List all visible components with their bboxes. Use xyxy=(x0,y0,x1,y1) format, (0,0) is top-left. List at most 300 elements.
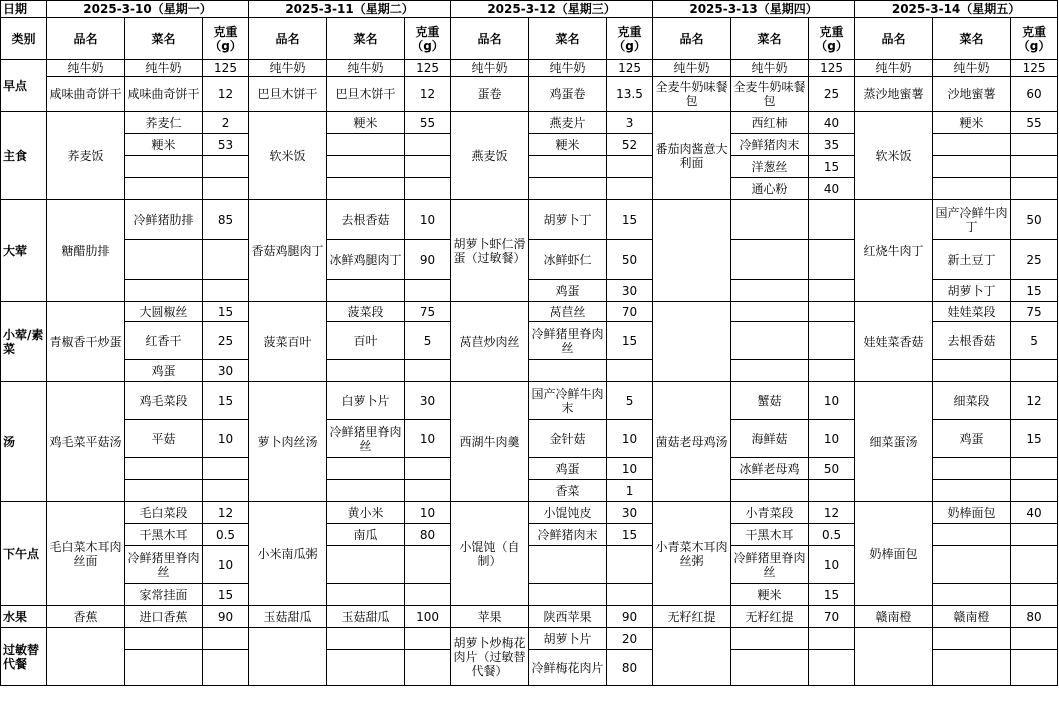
category-cell: 大荤 xyxy=(1,200,47,302)
day-header: 2025-3-11（星期二） xyxy=(249,1,451,18)
empty-cell xyxy=(249,628,327,686)
empty-cell xyxy=(405,134,451,156)
weight-cell: 15 xyxy=(809,156,855,178)
dish-name-cell: 鸡毛菜平菇汤 xyxy=(47,382,125,502)
empty-cell xyxy=(327,134,405,156)
empty-cell xyxy=(607,584,653,606)
ingredient-cell: 冷鲜猪里脊肉丝 xyxy=(731,546,809,584)
empty-cell xyxy=(731,302,809,322)
dish-name-cell: 荞麦饭 xyxy=(47,112,125,200)
empty-cell xyxy=(327,480,405,502)
empty-cell xyxy=(933,546,1011,584)
empty-cell xyxy=(405,584,451,606)
empty-cell xyxy=(1011,650,1058,686)
col-ingredient-header: 菜名 xyxy=(529,18,607,60)
weight-cell: 35 xyxy=(809,134,855,156)
menu-row xyxy=(1,60,1058,77)
dish-name-cell: 莴苣炒肉丝 xyxy=(451,302,529,382)
category-cell: 水果 xyxy=(1,606,47,628)
ingredient-cell: 鸡蛋 xyxy=(529,458,607,480)
empty-cell xyxy=(327,584,405,606)
weight-cell: 12 xyxy=(405,77,451,112)
empty-cell xyxy=(529,584,607,606)
ingredient-cell: 鸡蛋卷 xyxy=(529,77,607,112)
empty-cell xyxy=(933,584,1011,606)
dish-name-cell: 细菜蛋汤 xyxy=(855,382,933,502)
empty-cell xyxy=(855,628,933,686)
weight-cell: 125 xyxy=(809,60,855,77)
weight-cell: 80 xyxy=(1011,606,1058,628)
dish-name-cell: 燕麦饭 xyxy=(451,112,529,200)
dish-name-cell: 纯牛奶 xyxy=(855,60,933,77)
weight-cell: 1 xyxy=(607,480,653,502)
dish-name-cell: 番茄肉酱意大利面 xyxy=(653,112,731,200)
ingredient-cell: 黄小米 xyxy=(327,502,405,524)
empty-cell xyxy=(327,628,405,650)
ingredient-cell: 冷鲜猪里脊肉丝 xyxy=(529,322,607,360)
empty-cell xyxy=(125,156,203,178)
col-ingredient-header: 菜名 xyxy=(933,18,1011,60)
empty-cell xyxy=(327,156,405,178)
empty-cell xyxy=(731,480,809,502)
weight-cell: 10 xyxy=(405,200,451,240)
ingredient-cell: 无籽红提 xyxy=(731,606,809,628)
empty-cell xyxy=(203,240,249,280)
empty-cell xyxy=(653,302,731,382)
weight-cell: 12 xyxy=(203,77,249,112)
empty-cell xyxy=(327,280,405,302)
date-label: 日期 xyxy=(1,1,47,18)
empty-cell xyxy=(933,156,1011,178)
dish-name-cell: 胡萝卜炒梅花肉片（过敏替代餐） xyxy=(451,628,529,686)
dish-name-cell: 赣南橙 xyxy=(855,606,933,628)
weight-cell: 10 xyxy=(809,382,855,420)
dish-name-cell: 香蕉 xyxy=(47,606,125,628)
weight-cell: 125 xyxy=(203,60,249,77)
empty-cell xyxy=(405,458,451,480)
empty-cell xyxy=(405,178,451,200)
category-cell: 小荤/素菜 xyxy=(1,302,47,382)
dish-name-cell: 萝卜肉丝汤 xyxy=(249,382,327,502)
ingredient-cell: 国产冷鲜牛肉末 xyxy=(529,382,607,420)
dish-name-cell: 纯牛奶 xyxy=(249,60,327,77)
day-header: 2025-3-10（星期一） xyxy=(47,1,249,18)
menu-row xyxy=(1,112,1058,134)
empty-cell xyxy=(933,524,1011,546)
weight-cell: 30 xyxy=(203,360,249,382)
ingredient-cell: 冷鲜猪里脊肉丝 xyxy=(125,546,203,584)
dish-name-cell: 纯牛奶 xyxy=(451,60,529,77)
weight-cell: 30 xyxy=(607,502,653,524)
empty-cell xyxy=(809,200,855,240)
empty-cell xyxy=(203,458,249,480)
ingredient-cell: 咸味曲奇饼干 xyxy=(125,77,203,112)
ingredient-cell: 纯牛奶 xyxy=(125,60,203,77)
empty-cell xyxy=(405,546,451,584)
weight-cell: 10 xyxy=(607,458,653,480)
ingredient-cell: 冷鲜猪里脊肉丝 xyxy=(327,420,405,458)
ingredient-cell: 金针菇 xyxy=(529,420,607,458)
ingredient-cell: 家常挂面 xyxy=(125,584,203,606)
ingredient-cell: 新土豆丁 xyxy=(933,240,1011,280)
weight-cell: 13.5 xyxy=(607,77,653,112)
weight-cell: 125 xyxy=(1011,60,1058,77)
menu-row xyxy=(1,606,1058,628)
empty-cell xyxy=(731,628,809,650)
weight-cell: 12 xyxy=(1011,382,1058,420)
weight-cell: 10 xyxy=(809,420,855,458)
empty-cell xyxy=(933,178,1011,200)
empty-cell xyxy=(327,458,405,480)
ingredient-cell: 鸡蛋 xyxy=(125,360,203,382)
empty-cell xyxy=(125,480,203,502)
dish-name-cell: 菌菇老母鸡汤 xyxy=(653,382,731,502)
day-header: 2025-3-13（星期四） xyxy=(653,1,855,18)
weight-cell: 25 xyxy=(1011,240,1058,280)
dish-name-cell: 纯牛奶 xyxy=(653,60,731,77)
dish-name-cell: 西湖牛肉羹 xyxy=(451,382,529,502)
weight-cell: 70 xyxy=(607,302,653,322)
ingredient-cell: 通心粉 xyxy=(731,178,809,200)
ingredient-cell: 沙地蜜薯 xyxy=(933,77,1011,112)
dish-name-cell: 毛白菜木耳肉丝面 xyxy=(47,502,125,606)
dish-name-cell: 软米饭 xyxy=(855,112,933,200)
weight-cell: 0.5 xyxy=(809,524,855,546)
dish-name-cell: 纯牛奶 xyxy=(47,60,125,77)
empty-cell xyxy=(405,280,451,302)
weight-cell: 3 xyxy=(607,112,653,134)
date-row xyxy=(1,1,1058,18)
dish-name-cell: 娃娃菜香菇 xyxy=(855,302,933,382)
empty-cell xyxy=(1011,134,1058,156)
ingredient-cell: 粳米 xyxy=(529,134,607,156)
day-header: 2025-3-12（星期三） xyxy=(451,1,653,18)
empty-cell xyxy=(933,134,1011,156)
ingredient-cell: 纯牛奶 xyxy=(327,60,405,77)
empty-cell xyxy=(731,280,809,302)
weight-cell: 55 xyxy=(405,112,451,134)
ingredient-cell: 燕麦片 xyxy=(529,112,607,134)
ingredient-cell: 进口香蕉 xyxy=(125,606,203,628)
ingredient-cell: 娃娃菜段 xyxy=(933,302,1011,322)
dish-name-cell: 苹果 xyxy=(451,606,529,628)
dish-name-cell: 玉菇甜瓜 xyxy=(249,606,327,628)
weight-cell: 5 xyxy=(1011,322,1058,360)
category-label: 类别 xyxy=(1,18,47,60)
menu-row xyxy=(1,382,1058,420)
weight-cell: 15 xyxy=(607,322,653,360)
weight-cell: 12 xyxy=(809,502,855,524)
empty-cell xyxy=(653,200,731,302)
empty-cell xyxy=(125,650,203,686)
empty-cell xyxy=(529,546,607,584)
weight-cell: 90 xyxy=(607,606,653,628)
dish-name-cell: 香菇鸡腿肉丁 xyxy=(249,200,327,302)
col-weight-header: 克重（g） xyxy=(405,18,451,60)
weight-cell: 125 xyxy=(405,60,451,77)
ingredient-cell: 胡萝卜丁 xyxy=(933,280,1011,302)
col-weight-header: 克重（g） xyxy=(1011,18,1058,60)
day-header: 2025-3-14（星期五） xyxy=(855,1,1058,18)
weight-cell: 10 xyxy=(203,546,249,584)
weight-cell: 75 xyxy=(405,302,451,322)
dish-name-cell: 全麦牛奶味餐包 xyxy=(653,77,731,112)
empty-cell xyxy=(607,178,653,200)
empty-cell xyxy=(125,178,203,200)
empty-cell xyxy=(933,458,1011,480)
dish-name-cell: 糖醋肋排 xyxy=(47,200,125,302)
weight-cell: 15 xyxy=(607,200,653,240)
weight-cell: 70 xyxy=(809,606,855,628)
ingredient-cell: 南瓜 xyxy=(327,524,405,546)
weight-cell: 15 xyxy=(203,382,249,420)
dish-name-cell: 蒸沙地蜜薯 xyxy=(855,77,933,112)
empty-cell xyxy=(1011,546,1058,584)
weight-cell: 52 xyxy=(607,134,653,156)
weight-cell: 30 xyxy=(607,280,653,302)
weight-cell: 53 xyxy=(203,134,249,156)
weight-cell: 90 xyxy=(203,606,249,628)
empty-cell xyxy=(203,178,249,200)
ingredient-cell: 洋葱丝 xyxy=(731,156,809,178)
empty-cell xyxy=(1011,628,1058,650)
empty-cell xyxy=(203,280,249,302)
weight-cell: 50 xyxy=(809,458,855,480)
category-cell: 早点 xyxy=(1,60,47,112)
category-cell: 主食 xyxy=(1,112,47,200)
weight-cell: 5 xyxy=(607,382,653,420)
ingredient-cell: 奶棒面包 xyxy=(933,502,1011,524)
empty-cell xyxy=(809,240,855,280)
ingredient-cell: 海鲜菇 xyxy=(731,420,809,458)
empty-cell xyxy=(809,302,855,322)
empty-cell xyxy=(203,156,249,178)
ingredient-cell: 纯牛奶 xyxy=(933,60,1011,77)
dish-name-cell: 胡萝卜虾仁滑蛋（过敏餐） xyxy=(451,200,529,302)
ingredient-cell: 冷鲜梅花肉片 xyxy=(529,650,607,686)
empty-cell xyxy=(327,360,405,382)
empty-cell xyxy=(405,156,451,178)
ingredient-cell: 胡萝卜丁 xyxy=(529,200,607,240)
empty-cell xyxy=(125,458,203,480)
empty-cell xyxy=(731,360,809,382)
ingredient-cell: 粳米 xyxy=(327,112,405,134)
weight-cell: 15 xyxy=(809,584,855,606)
ingredient-cell: 冷鲜猪肉末 xyxy=(529,524,607,546)
ingredient-cell: 冰鲜老母鸡 xyxy=(731,458,809,480)
empty-cell xyxy=(203,480,249,502)
weight-cell: 15 xyxy=(1011,420,1058,458)
empty-cell xyxy=(1011,360,1058,382)
weight-cell: 10 xyxy=(203,420,249,458)
ingredient-cell: 冷鲜猪肋排 xyxy=(125,200,203,240)
empty-cell xyxy=(1011,584,1058,606)
col-dish-header: 品名 xyxy=(653,18,731,60)
empty-cell xyxy=(809,360,855,382)
ingredient-cell: 粳米 xyxy=(933,112,1011,134)
ingredient-cell: 小馄饨皮 xyxy=(529,502,607,524)
ingredient-cell: 粳米 xyxy=(125,134,203,156)
ingredient-cell: 百叶 xyxy=(327,322,405,360)
ingredient-cell: 纯牛奶 xyxy=(731,60,809,77)
empty-cell xyxy=(327,178,405,200)
empty-cell xyxy=(731,650,809,686)
ingredient-cell: 纯牛奶 xyxy=(529,60,607,77)
weight-cell: 20 xyxy=(607,628,653,650)
empty-cell xyxy=(203,628,249,650)
empty-cell xyxy=(933,650,1011,686)
empty-cell xyxy=(529,178,607,200)
dish-name-cell: 小馄饨（自制） xyxy=(451,502,529,606)
ingredient-cell: 全麦牛奶味餐包 xyxy=(731,77,809,112)
ingredient-cell: 巴旦木饼干 xyxy=(327,77,405,112)
empty-cell xyxy=(327,546,405,584)
empty-cell xyxy=(1011,156,1058,178)
weight-cell: 55 xyxy=(1011,112,1058,134)
ingredient-cell: 玉菇甜瓜 xyxy=(327,606,405,628)
ingredient-cell: 毛白菜段 xyxy=(125,502,203,524)
ingredient-cell: 去根香菇 xyxy=(933,322,1011,360)
weight-cell: 50 xyxy=(1011,200,1058,240)
col-dish-header: 品名 xyxy=(47,18,125,60)
dish-name-cell: 咸味曲奇饼干 xyxy=(47,77,125,112)
ingredient-cell: 胡萝卜片 xyxy=(529,628,607,650)
weight-cell: 0.5 xyxy=(203,524,249,546)
empty-cell xyxy=(1011,480,1058,502)
weight-cell: 10 xyxy=(405,420,451,458)
weight-cell: 5 xyxy=(405,322,451,360)
ingredient-cell: 鸡蛋 xyxy=(933,420,1011,458)
weight-cell: 12 xyxy=(203,502,249,524)
menu-row xyxy=(1,502,1058,524)
empty-cell xyxy=(653,628,731,686)
dish-name-cell: 青椒香干炒蛋 xyxy=(47,302,125,382)
dish-name-cell: 菠菜百叶 xyxy=(249,302,327,382)
ingredient-cell: 冰鲜鸡腿肉丁 xyxy=(327,240,405,280)
weight-cell: 100 xyxy=(405,606,451,628)
ingredient-cell: 干黑木耳 xyxy=(125,524,203,546)
col-dish-header: 品名 xyxy=(249,18,327,60)
weight-cell: 10 xyxy=(809,546,855,584)
ingredient-cell: 莴苣丝 xyxy=(529,302,607,322)
col-ingredient-header: 菜名 xyxy=(731,18,809,60)
empty-cell xyxy=(47,628,125,686)
ingredient-cell: 荞麦仁 xyxy=(125,112,203,134)
ingredient-cell: 赣南橙 xyxy=(933,606,1011,628)
ingredient-cell: 粳米 xyxy=(731,584,809,606)
empty-cell xyxy=(405,480,451,502)
empty-cell xyxy=(933,480,1011,502)
weight-cell: 85 xyxy=(203,200,249,240)
empty-cell xyxy=(731,322,809,360)
weight-cell: 2 xyxy=(203,112,249,134)
empty-cell xyxy=(607,156,653,178)
ingredient-cell: 大圆椒丝 xyxy=(125,302,203,322)
weight-cell: 15 xyxy=(203,584,249,606)
empty-cell xyxy=(933,360,1011,382)
empty-cell xyxy=(1011,178,1058,200)
category-cell: 下午点 xyxy=(1,502,47,606)
weight-cell: 25 xyxy=(809,77,855,112)
ingredient-cell: 白萝卜片 xyxy=(327,382,405,420)
ingredient-cell: 红香干 xyxy=(125,322,203,360)
col-weight-header: 克重（g） xyxy=(203,18,249,60)
menu-row xyxy=(1,200,1058,240)
empty-cell xyxy=(809,650,855,686)
col-weight-header: 克重（g） xyxy=(809,18,855,60)
empty-cell xyxy=(405,360,451,382)
weight-cell: 40 xyxy=(1011,502,1058,524)
dish-name-cell: 巴旦木饼干 xyxy=(249,77,327,112)
weight-cell: 30 xyxy=(405,382,451,420)
ingredient-cell: 鸡蛋 xyxy=(529,280,607,302)
empty-cell xyxy=(529,156,607,178)
col-dish-header: 品名 xyxy=(451,18,529,60)
ingredient-cell: 陕西苹果 xyxy=(529,606,607,628)
weight-cell: 40 xyxy=(809,112,855,134)
weight-cell: 15 xyxy=(607,524,653,546)
ingredient-cell: 平菇 xyxy=(125,420,203,458)
weight-cell: 15 xyxy=(203,302,249,322)
ingredient-cell: 冰鲜虾仁 xyxy=(529,240,607,280)
dish-name-cell: 小青菜木耳肉丝粥 xyxy=(653,502,731,606)
ingredient-cell: 香菜 xyxy=(529,480,607,502)
ingredient-cell: 冷鲜猪肉末 xyxy=(731,134,809,156)
category-cell: 汤 xyxy=(1,382,47,502)
empty-cell xyxy=(203,650,249,686)
weight-cell: 15 xyxy=(1011,280,1058,302)
dish-name-cell: 小米南瓜粥 xyxy=(249,502,327,606)
ingredient-cell: 国产冷鲜牛肉丁 xyxy=(933,200,1011,240)
empty-cell xyxy=(1011,458,1058,480)
empty-cell xyxy=(809,480,855,502)
ingredient-cell: 西红柿 xyxy=(731,112,809,134)
menu-row xyxy=(1,628,1058,650)
empty-cell xyxy=(405,628,451,650)
category-cell: 过敏替代餐 xyxy=(1,628,47,686)
ingredient-cell: 小青菜段 xyxy=(731,502,809,524)
col-dish-header: 品名 xyxy=(855,18,933,60)
empty-cell xyxy=(327,650,405,686)
empty-cell xyxy=(731,200,809,240)
ingredient-cell: 蟹菇 xyxy=(731,382,809,420)
weight-cell: 90 xyxy=(405,240,451,280)
empty-cell xyxy=(125,240,203,280)
empty-cell xyxy=(933,628,1011,650)
dish-name-cell: 红烧牛肉丁 xyxy=(855,200,933,302)
empty-cell xyxy=(607,360,653,382)
dish-name-cell: 无籽红提 xyxy=(653,606,731,628)
empty-cell xyxy=(731,240,809,280)
dish-name-cell: 奶棒面包 xyxy=(855,502,933,606)
weight-cell: 80 xyxy=(405,524,451,546)
ingredient-cell: 细菜段 xyxy=(933,382,1011,420)
column-header-row xyxy=(1,18,1058,60)
menu-row xyxy=(1,302,1058,322)
weight-cell: 40 xyxy=(809,178,855,200)
ingredient-cell: 鸡毛菜段 xyxy=(125,382,203,420)
empty-cell xyxy=(809,322,855,360)
empty-cell xyxy=(1011,524,1058,546)
empty-cell xyxy=(809,280,855,302)
empty-cell xyxy=(125,280,203,302)
empty-cell xyxy=(125,628,203,650)
dish-name-cell: 蛋卷 xyxy=(451,77,529,112)
weight-cell: 75 xyxy=(1011,302,1058,322)
weight-cell: 80 xyxy=(607,650,653,686)
weight-cell: 50 xyxy=(607,240,653,280)
empty-cell xyxy=(607,546,653,584)
